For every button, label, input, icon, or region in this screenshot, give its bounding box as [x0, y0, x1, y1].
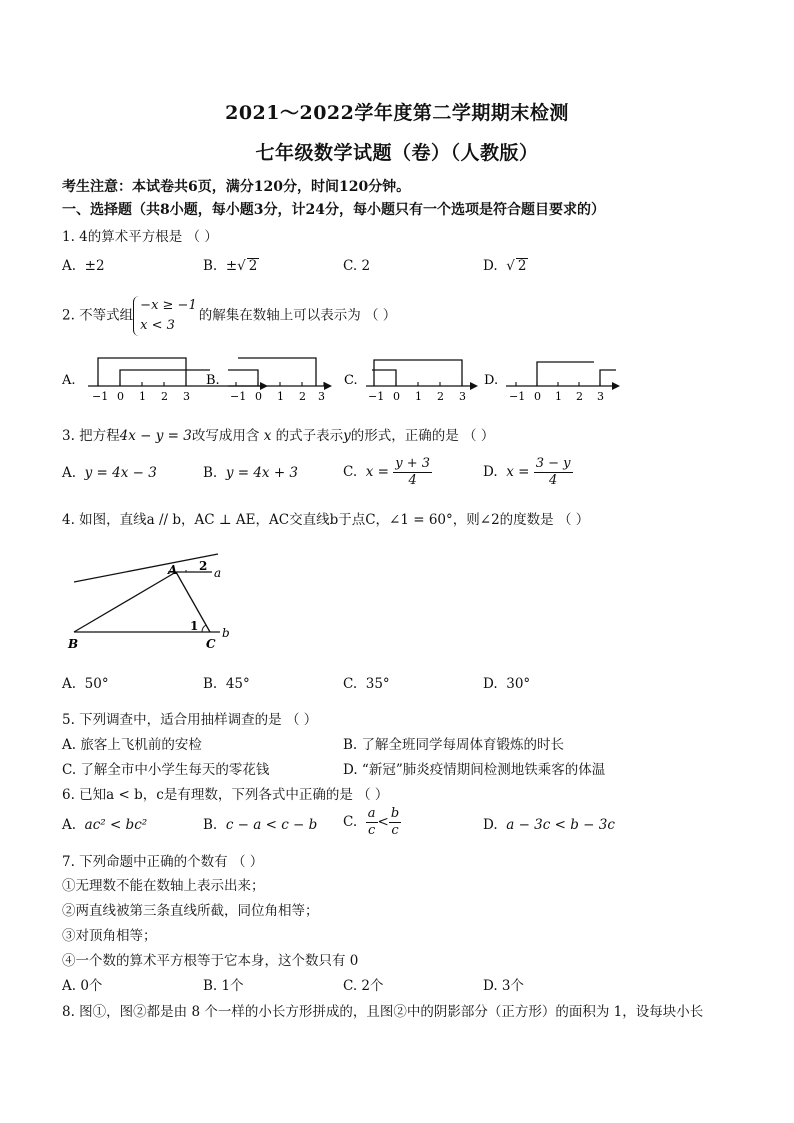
q2-number-line-options [60, 352, 630, 404]
q5-stem: 5. 下列调查中，适合用抽样调查的是 （ ） [62, 712, 318, 728]
q5-option-c: C. 了解全市中小学生每天的零花钱 [62, 762, 270, 778]
q6-stem: 6. 已知a < b，c是有理数，下列各式中正确的是 （ ） [62, 787, 389, 803]
svg-text:−1: −1 [509, 390, 526, 403]
q7-statement-3: ③对顶角相等； [62, 928, 157, 944]
point-c-label: C [206, 637, 216, 651]
q3-option-b: B. y = 4x + 3 [203, 465, 299, 481]
q2-label-c: C. [344, 373, 358, 388]
q7-option-c: C. 2个 [343, 978, 384, 994]
q3-option-d: D. x = $\frac{3 - y}{4}$ [483, 456, 571, 488]
svg-text:3: 3 [183, 390, 190, 403]
q3-stem: 3. 把方程4x − y = 3改写成用含 x 的式子表示y的形式，正确的是 （ ） [62, 428, 495, 444]
q4-option-d: D. 30° [483, 676, 531, 692]
q3-option-a: A. y = 4x − 3 [62, 465, 157, 481]
q2-label-a: A. [62, 373, 76, 388]
q6-option-b: B. c − a < c − b [203, 817, 318, 833]
q7-stem: 7. 下列命题中正确的个数有 （ ） [62, 854, 264, 870]
q8-stem: 8. 图①，图②都是由 8 个一样的小长方形拼成的，且图②中的阴影部分（正方形）的面积为 1，设每块小长 [62, 1004, 704, 1020]
q5-option-b: B. 了解全班同学每周体育锻炼的时长 [343, 737, 565, 753]
fraction: $\frac{3 - y}{4}$ [535, 456, 571, 488]
svg-text:2: 2 [437, 390, 444, 403]
point-b-label: B [68, 637, 79, 651]
svg-text:2: 2 [299, 390, 306, 403]
q2-label-b: B. [206, 373, 220, 388]
q2-label-d: D. [484, 373, 499, 388]
fraction: $\frac{b}{c}$ [390, 806, 400, 838]
q5-option-a: A. 旅客上飞机前的安检 [62, 737, 202, 753]
q2-stem: 2. 不等式组 −x ≥ −1 x < 3 的解集在数轴上可以表示为 （ ） [62, 296, 396, 336]
q1-option-a: A. ±2 [62, 258, 105, 274]
angle-1-arc [202, 625, 206, 632]
q7-option-d: D. 3个 [483, 978, 525, 994]
svg-text:0: 0 [534, 390, 541, 403]
q7-option-b: B. 1个 [203, 978, 244, 994]
q4-option-b: B. 45° [203, 676, 250, 692]
q4-option-c: C. 35° [343, 676, 390, 692]
line-ae [74, 554, 218, 582]
q1-stem: 1. 4的算术平方根是 （ ） [62, 229, 218, 245]
fraction: $\frac{a}{c}$ [367, 806, 376, 838]
line-b-label: b [222, 626, 230, 640]
q1-option-c: C. 2 [343, 258, 371, 274]
notice: 考生注意：本试卷共6页，满分120分，时间120分钟。 [62, 179, 411, 195]
q7-statement-2: ②两直线被第三条直线所截，同位角相等； [62, 903, 319, 919]
number-line-c [366, 360, 478, 403]
svg-text:2: 2 [576, 390, 583, 403]
svg-text:−1: −1 [92, 390, 109, 403]
svg-text:3: 3 [597, 390, 604, 403]
angle-1-label: 1 [190, 619, 199, 633]
svg-text:1: 1 [277, 390, 284, 403]
q7-statement-1: ①无理数不能在数轴上表示出来； [62, 878, 265, 894]
svg-text:3: 3 [318, 390, 325, 403]
segment-ab [74, 572, 176, 632]
svg-text:3: 3 [459, 390, 466, 403]
angle-2-label: 2 [199, 559, 208, 573]
q4-geometry-figure [60, 544, 250, 652]
svg-text:1: 1 [555, 390, 562, 403]
q1-option-d: D. √ 2 [483, 258, 527, 274]
svg-text:2: 2 [161, 390, 168, 403]
q1-option-b: B. ±√ 2 [203, 258, 258, 274]
q7-option-a: A. 0个 [62, 978, 103, 994]
q4-stem: 4. 如图，直线a // b，AC ⊥ AE，AC交直线b于点C，∠1 = 60°，则∠2的度数是 （ ） [62, 512, 590, 528]
q5-option-d: D. “新冠”肺炎疫情期间检测地铁乘客的体温 [343, 762, 606, 778]
svg-text:−1: −1 [230, 390, 247, 403]
number-line-d [506, 362, 620, 403]
exam-title: 2021～2022学年度第二学期期末检测 [225, 102, 569, 124]
svg-text:0: 0 [393, 390, 400, 403]
q3-option-c: C. x = $\frac{y + 3}{4}$ [343, 456, 431, 488]
q6-option-a: A. ac² < bc² [62, 817, 148, 833]
inequality-system: −x ≥ −1 x < 3 [133, 296, 197, 336]
q6-option-c: C. $\frac{a}{c}$ < $\frac{b}{c}$ [343, 806, 400, 838]
point-a-label: A [168, 563, 178, 577]
svg-text:0: 0 [117, 390, 124, 403]
q4-option-a: A. 50° [62, 676, 109, 692]
svg-text:−1: −1 [368, 390, 385, 403]
exam-subtitle: 七年级数学试题（卷）（人教版） [255, 142, 539, 164]
svg-text:0: 0 [255, 390, 262, 403]
q7-statement-4: ④一个数的算术平方根等于它本身，这个数只有 0 [62, 953, 359, 969]
fraction: $\frac{y + 3}{4}$ [395, 456, 431, 488]
q6-option-d: D. a − 3c < b − 3c [483, 817, 615, 833]
line-a-label: a [214, 566, 222, 580]
section-heading: 一、选择题（共8小题，每小题3分，计24分，每小题只有一个选项是符合题目要求的） [62, 202, 605, 218]
number-line-b [228, 358, 332, 403]
svg-text:1: 1 [139, 390, 146, 403]
svg-text:1: 1 [415, 390, 422, 403]
